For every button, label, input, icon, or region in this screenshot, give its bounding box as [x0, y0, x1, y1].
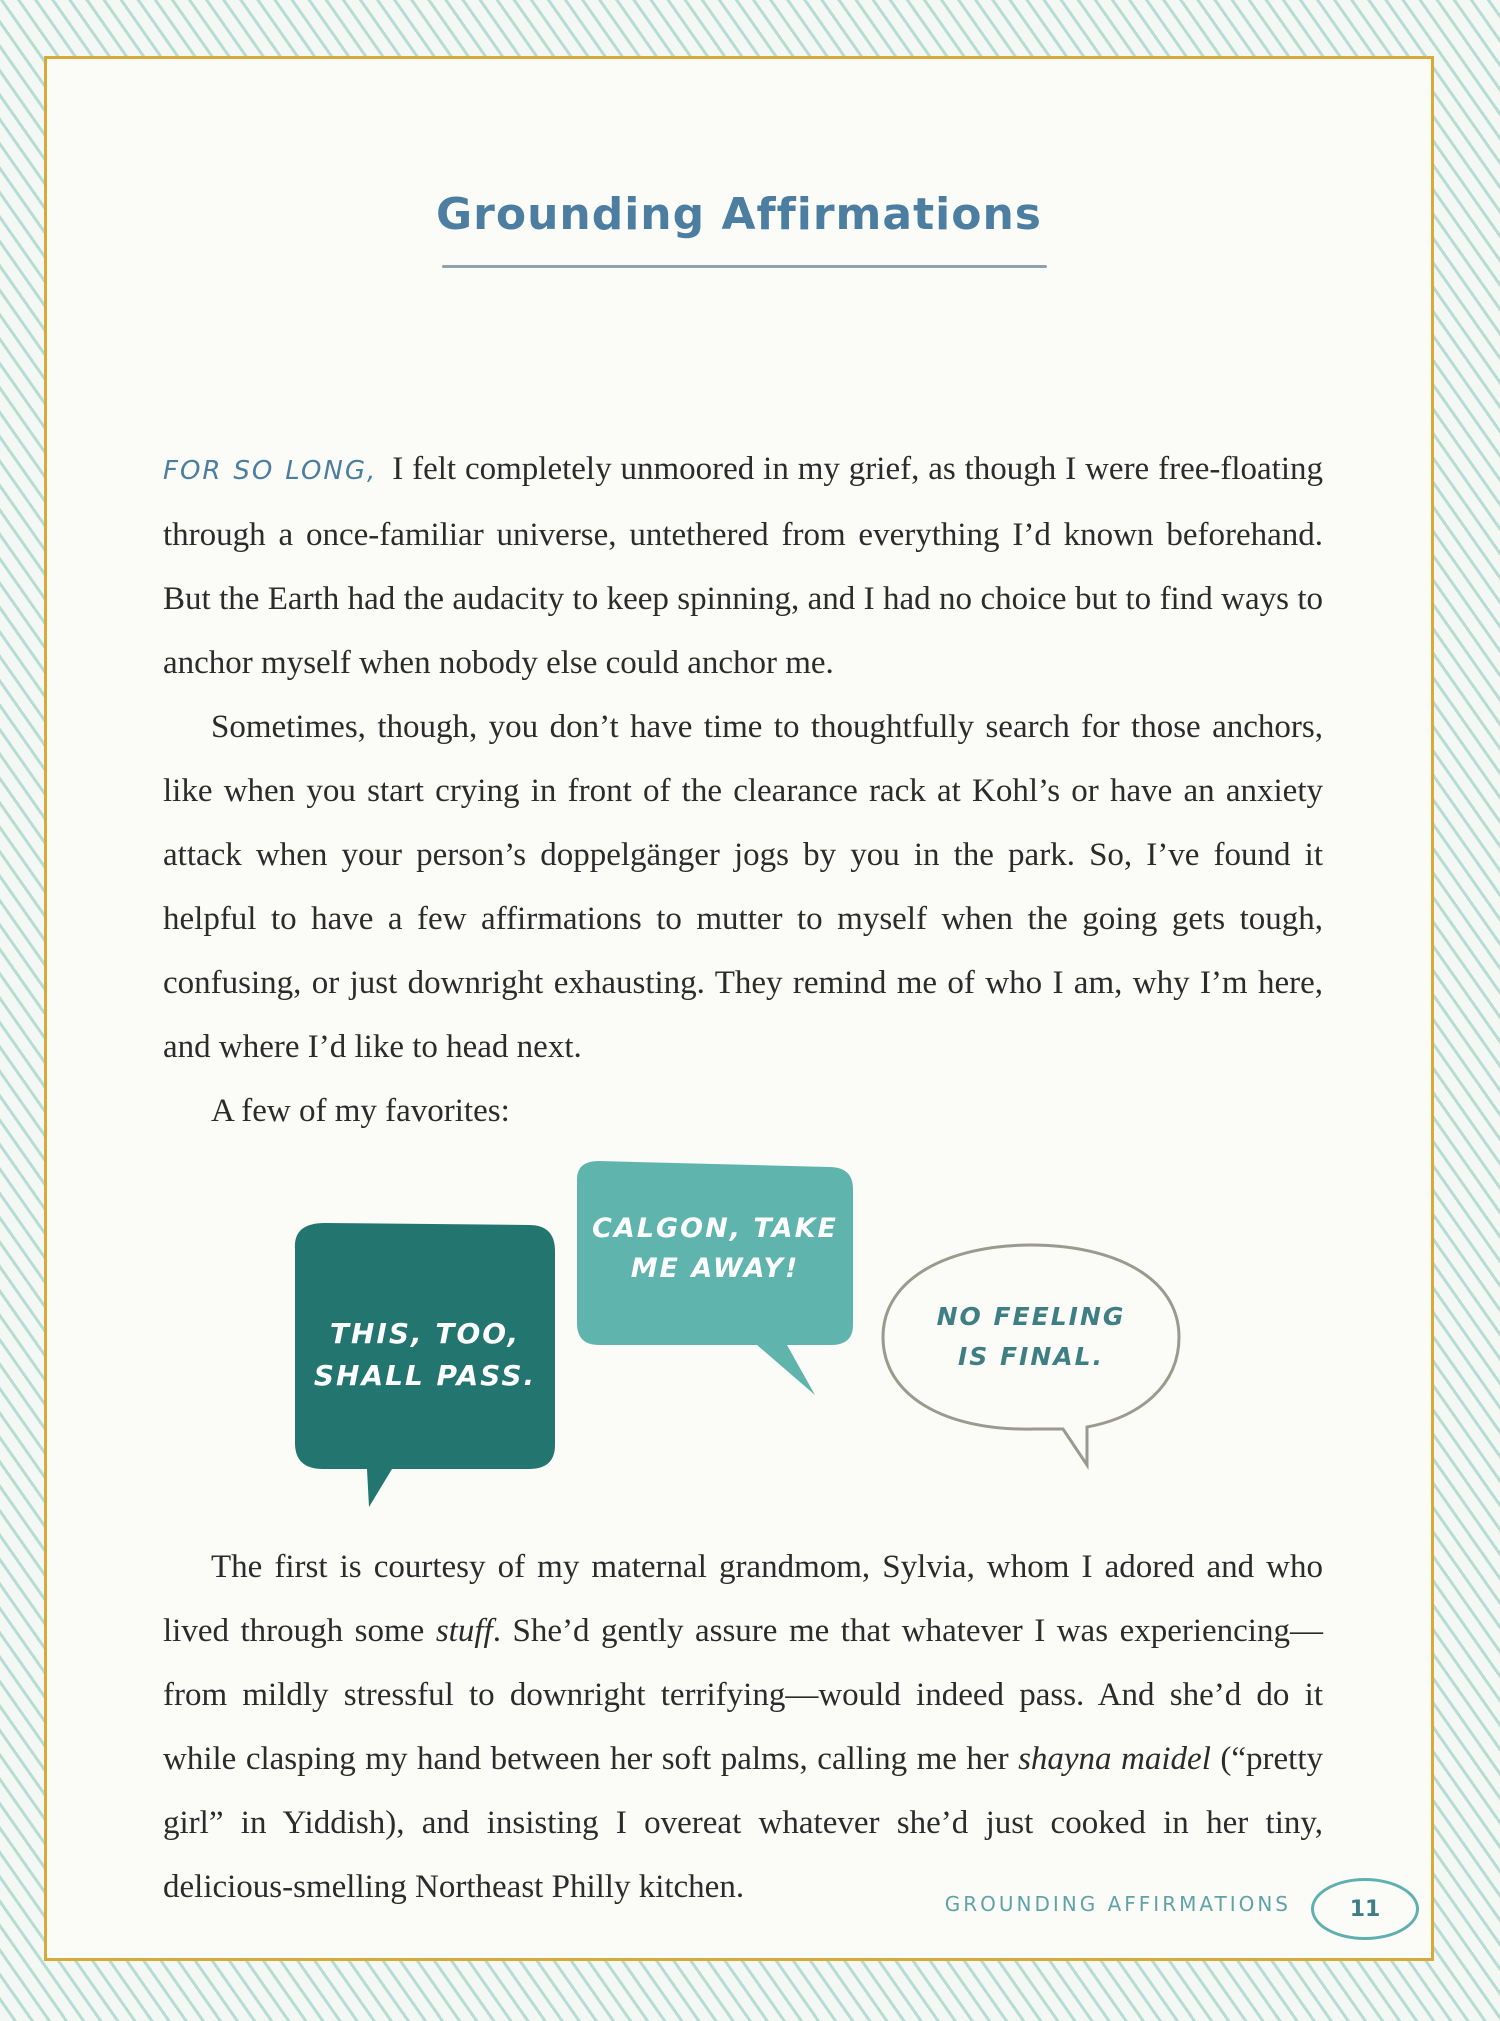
body-text-top — [163, 437, 1323, 1143]
paragraph-4-part-a: The first is courtesy of my maternal grandmom, Sylvia, whom I adored and who lived through some — [163, 1549, 1323, 1649]
bubble-1-line-1: THIS, TOO, — [329, 1317, 521, 1350]
bubble-3-line-2: IS FINAL. — [957, 1342, 1105, 1371]
paragraph-4 — [163, 1535, 1323, 1919]
paragraph-4-italic-shayna-maidel: shayna maidel — [1018, 1741, 1211, 1777]
bubble-1-line-2: SHALL PASS. — [313, 1359, 537, 1392]
bubble-this-too-shall-pass — [295, 1223, 555, 1507]
bubble-calgon-take-me-away — [577, 1161, 853, 1395]
bubble-2-line-2: ME AWAY! — [630, 1253, 800, 1284]
page-number-badge — [1311, 1878, 1419, 1940]
page-title: Grounding Affirmations — [436, 189, 1042, 240]
bubble-2-line-1: CALGON, TAKE — [592, 1213, 838, 1244]
page — [44, 56, 1434, 1961]
speech-bubbles-illustration — [47, 1159, 1437, 1519]
paragraph-1-text: I felt completely unmoored in my grief, as though I were free-floating through a once-familiar universe, untethered from everything I’d known beforehand. But the Earth had the audacity to keep spinning, and I had no choice but to find ways to anchor myself when nobody else could anchor me. — [163, 451, 1324, 681]
paragraph-3: A few of my favorites: — [211, 1093, 510, 1129]
paragraph-1 — [163, 437, 1323, 695]
running-footer: GROUNDING AFFIRMATIONS — [944, 1892, 1291, 1916]
page-number: 11 — [1349, 1896, 1381, 1922]
paragraph-2: Sometimes, though, you don’t have time to thoughtfully search for those anchors, like when you start crying in front of the clearance rack at Kohl’s or have an anxiety attack when your person’s doppelgänger jogs by you in the park. So, I’ve found it helpful to have a few affirmations to mutter to myself when the going gets tough, confusing, or just downright exhausting. They remind me of who I am, why I’m here, and where I’d like to head next. — [163, 709, 1323, 1065]
lead-in: FOR SO LONG, — [163, 456, 378, 486]
title-underline — [442, 265, 1047, 268]
bubble-3-line-1: NO FEELING — [936, 1302, 1126, 1331]
body-text-bottom — [163, 1535, 1323, 1919]
paragraph-4-part-c: (“pretty girl” in Yiddish), and insisting I overeat whatever she’d just cooked in her tiny, delicious-smelling Northeast Philly kitchen. — [163, 1741, 1323, 1905]
paragraph-4-part-b: . She’d gently assure me that whatever I was experiencing—from mildly stressful to downright terrifying—would indeed pass. And she’d do it while clasping my hand between her soft palms, calling me her — [163, 1613, 1323, 1777]
paragraph-4-italic-stuff: stuff — [435, 1613, 493, 1649]
bubble-no-feeling-is-final — [883, 1245, 1179, 1465]
